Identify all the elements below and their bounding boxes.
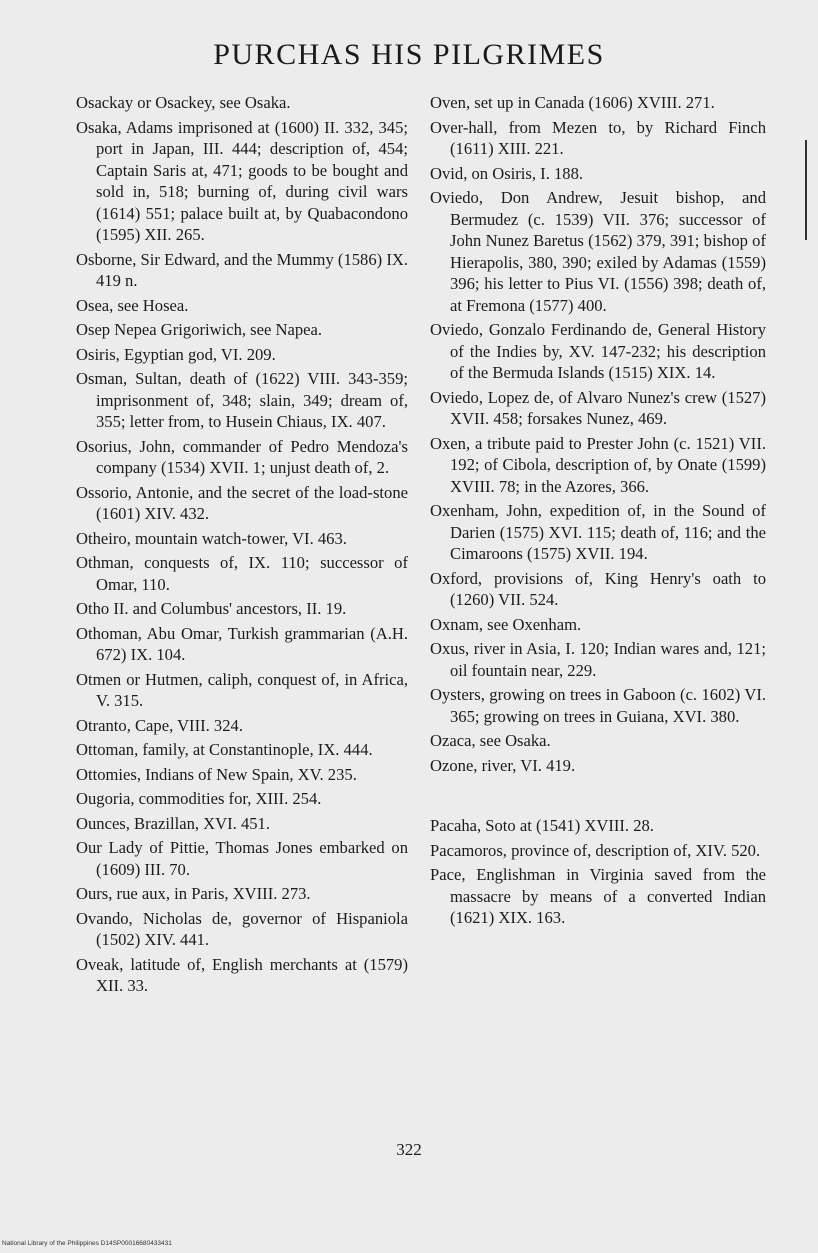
index-entry: Osea, see Hosea. (76, 295, 189, 315)
index-entry: Oveak, latitude of, English merchants at (1579) XII. 33. (76, 954, 408, 995)
index-entry: Ozone, river, VI. 419. (430, 755, 576, 775)
index-entry: Oven, set up in Canada (1606) XVIII. 271. (430, 93, 715, 112)
index-entry: Osman, Sultan, death of (1622) VIII. 343-359; imprisonment of, 348; slain, 349; dream of, 355; letter from, to Husein Chiaus, IX. 407. (76, 369, 408, 431)
index-entry: Otranto, Cape, VIII. 324. (76, 715, 243, 735)
scan-footer: National Library of the Philippines D14SP00016680433431 (2, 1240, 172, 1247)
index-entry: Ottomies, Indians of New Spain, XV. 235. (76, 764, 357, 784)
index-entry: Otho II. and Columbus' ancestors, II. 19. (76, 599, 347, 618)
section-gap (430, 779, 766, 815)
index-entry: Oviedo, Lopez de, of Alvaro Nunez's crew (1527) XVII. 458; forsakes Nunez, 469. (430, 387, 766, 428)
index-entry: Pacaha, Soto at (1541) XVIII. 28. (430, 816, 654, 835)
index-entry: Oxus, river in Asia, I. 120; Indian wares and, 121; oil fountain near, 229. (430, 639, 766, 680)
index-entry: Our Lady of Pittie, Thomas Jones embarked on (1609) III. 70. (76, 838, 408, 879)
index-entry: Oxen, a tribute paid to Prester John (c. 1521) VII. 192; of Cibola, description of, by Onate (1599) XVIII. 78; in the Azores, 366. (430, 433, 766, 496)
index-entry: Osaka, Adams imprisoned at (1600) II. 332, 345; port in Japan, III. 444; description of, 454; Captain Saris at, 471; goods to be bought and sold in, 518; burning of, during civil wars (1614) 551; palace built at, by Quabacondono (1595) XII. 265. (76, 117, 408, 244)
index-entry: Oxford, provisions of, King Henry's oath to (1260) VII. 524. (430, 568, 766, 609)
index-entry: Oxenham, John, expedition of, in the Sound of Darien (1575) XVI. 115; death of, 116; and the Cimaroons (1575) XVII. 194. (430, 501, 766, 563)
index-entry: Over-hall, from Mezen to, by Richard Finch (1611) XIII. 221. (430, 117, 766, 158)
index-entry: Ougoria, commodities for, XIII. 254. (76, 789, 322, 808)
index-entry: Ossorio, Antonie, and the secret of the load-stone (1601) XIV. 432. (76, 482, 408, 523)
index-entry: Osorius, John, commander of Pedro Mendoza's company (1534) XVII. 1; unjust death of, 2. (76, 436, 408, 477)
index-entry: Ovando, Nicholas de, governor of Hispaniola (1502) XIV. 441. (76, 908, 408, 949)
index-entry: Osiris, Egyptian god, VI. 209. (76, 344, 276, 364)
index-entry: Pacamoros, province of, description of, XIV. 520. (430, 840, 761, 860)
index-entry: Pace, Englishman in Virginia saved from the massacre by means of a converted Indian (1621) XIX. 163. (430, 865, 766, 927)
index-entry: Oxnam, see Oxenham. (430, 614, 582, 634)
index-entry: Ozaca, see Osaka. (430, 731, 551, 750)
page-number: 322 (396, 1140, 422, 1159)
index-entry: Osackay or Osackey, see Osaka. (76, 93, 291, 112)
index-entry: Otmen or Hutmen, caliph, conquest of, in Africa, V. 315. (76, 669, 408, 710)
index-entry: Ours, rue aux, in Paris, XVIII. 273. (76, 884, 311, 903)
index-entry: Oysters, growing on trees in Gaboon (c. 1602) VI. 365; growing on trees in Guiana, XVI. 380. (430, 685, 766, 726)
index-entry: Ottoman, family, at Constantinople, IX. 444. (76, 740, 373, 759)
index-entry: Osborne, Sir Edward, and the Mummy (1586) IX. 419 n. (76, 249, 408, 290)
index-entry: Osep Nepea Grigoriwich, see Napea. (76, 320, 323, 339)
index-column-right (430, 92, 766, 932)
index-entry: Othman, conquests of, IX. 110; successor of Omar, 110. (76, 553, 408, 594)
index-entry: Othoman, Abu Omar, Turkish grammarian (A.H. 672) IX. 104. (76, 623, 408, 664)
page-edge-mark (805, 140, 807, 240)
index-entry: Oviedo, Gonzalo Ferdinando de, General History of the Indies by, XV. 147-232; his description of the Bermuda Islands (1515) XIX. 14. (430, 320, 766, 382)
index-entry: Ounces, Brazillan, XVI. 451. (76, 813, 271, 833)
page-title: PURCHAS HIS PILGRIMES (213, 38, 605, 71)
index-entry: Ovid, on Osiris, I. 188. (430, 163, 584, 183)
index-entry: Oviedo, Don Andrew, Jesuit bishop, and Bermudez (c. 1539) VII. 376; successor of John Nunez Baretus (1562) 379, 391; bishop of Hierapolis, 380, 390; exiled by Adamas (1559) 396; his letter to Pius VI. (1556) 398; death of, at Fremona (1577) 400. (430, 188, 766, 315)
index-entry: Otheiro, mountain watch-tower, VI. 463. (76, 528, 347, 548)
index-column-left (76, 92, 408, 1000)
